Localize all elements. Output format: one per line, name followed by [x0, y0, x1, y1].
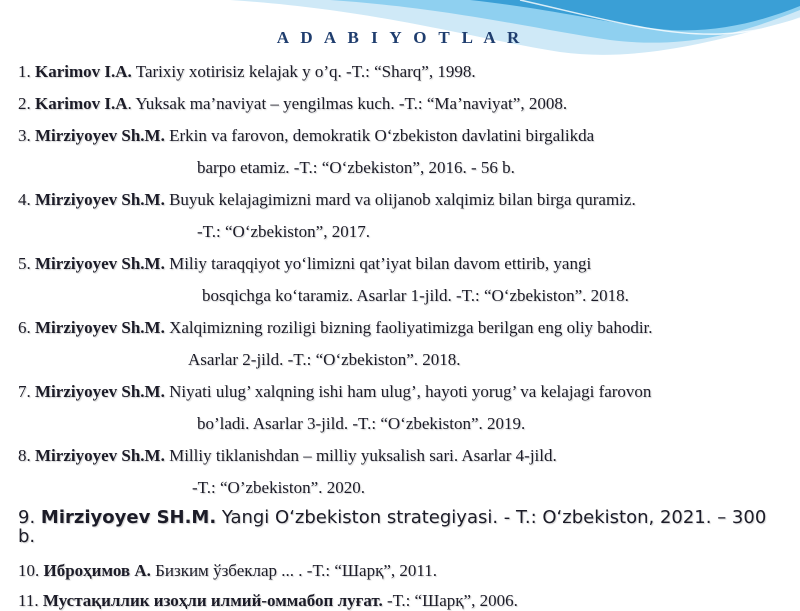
reference-number: 3.	[18, 126, 31, 145]
reference-author: Karimov I.A.	[35, 62, 132, 81]
reference-number: 11.	[18, 591, 39, 610]
reference-author: Mirziyoyev Sh.M.	[35, 126, 165, 145]
reference-text: . Yuksak ma’naviyat – yengilmas kuch. -T.: “Ma’naviyat”, 2008.	[127, 94, 568, 113]
reference-author: Иброҳимов А.	[43, 561, 151, 580]
reference-number: 8.	[18, 446, 31, 465]
reference-text: Miliy taraqqiyot yo‘limizni qat’iyat bilan davom ettirib, yangi	[169, 254, 592, 273]
reference-number: 1.	[18, 62, 31, 81]
reference-item-11	[18, 591, 518, 611]
reference-author: Mirziyoyev Sh.M.	[35, 318, 165, 337]
reference-number: 2.	[18, 94, 31, 113]
reference-item-3-continuation: barpo etamiz. -T.: “O‘zbekiston”, 2016. - 56 b.	[197, 158, 515, 177]
reference-text: Erkin va farovon, demokratik O‘zbekiston davlatini birgalikda	[169, 126, 595, 145]
reference-number: 6.	[18, 318, 31, 337]
reference-author: Karimov I.A	[35, 94, 128, 113]
page-title: A D A B I Y O T L A R	[276, 28, 524, 47]
reference-item-10	[18, 561, 437, 581]
reference-item-7-continuation: bo’ladi. Asarlar 3-jild. -T.: “O‘zbekiston”. 2019.	[197, 414, 526, 433]
reference-item-4-continuation: -T.: “O‘zbekiston”, 2017.	[197, 222, 370, 241]
reference-number: 4.	[18, 190, 31, 209]
reference-text: Buyuk kelajagimizni mard va olijanob xalqimiz bilan birga quramiz.	[169, 190, 636, 209]
reference-text: Niyati ulug’ xalqning ishi ham ulug’, hayoti yorug’ va kelajagi farovon	[169, 382, 652, 401]
reference-text: Tarixiy xotirisiz kelajak y o’q. -T.: “Sharq”, 1998.	[135, 62, 476, 81]
reference-number: 7.	[18, 382, 31, 401]
reference-item-5	[18, 254, 591, 274]
reference-number: 5.	[18, 254, 31, 273]
reference-item-4	[18, 190, 636, 210]
reference-item-2	[18, 94, 567, 114]
reference-item-9	[18, 508, 766, 528]
reference-item-5-continuation: bosqichga ko‘taramiz. Asarlar 1-jild. -T.: “O‘zbekiston”. 2018.	[202, 286, 629, 305]
reference-text: Yangi O‘zbekiston strategiyasi. - T.: O‘zbekiston, 2021. – 300	[221, 507, 767, 528]
reference-author: Mirziyoyev Sh.M.	[35, 190, 165, 209]
reference-item-9-continuation: b.	[18, 526, 36, 547]
reference-author: Мустақиллик изоҳли илмий-оммабоп луғат.	[42, 591, 383, 610]
reference-number: 9.	[18, 507, 36, 528]
reference-author: Mirziyoyev Sh.M.	[35, 382, 165, 401]
reference-text: Бизким ўзбеклар ... . -Т.: “Шарқ”, 2011.	[155, 561, 438, 580]
reference-author: Mirziyoyev SH.M.	[40, 507, 217, 528]
reference-author: Mirziyoyev Sh.M.	[35, 446, 165, 465]
reference-text: -Т.: “Шарқ”, 2006.	[386, 591, 518, 610]
reference-text: Xalqimizning roziligi bizning faoliyatimizga berilgan eng oliy bahodir.	[169, 318, 653, 337]
reference-item-8-continuation: -T.: “O’zbekiston”. 2020.	[192, 478, 365, 497]
reference-item-1	[18, 62, 476, 82]
reference-item-6	[18, 318, 653, 338]
reference-item-6-continuation: Asarlar 2-jild. -T.: “O‘zbekiston”. 2018.	[188, 350, 461, 369]
reference-text: Milliy tiklanishdan – milliy yuksalish sari. Asarlar 4-jild.	[169, 446, 557, 465]
reference-item-8	[18, 446, 557, 466]
reference-author: Mirziyoyev Sh.M.	[35, 254, 165, 273]
reference-number: 10.	[18, 561, 40, 580]
reference-item-3	[18, 126, 594, 146]
reference-item-7	[18, 382, 651, 402]
